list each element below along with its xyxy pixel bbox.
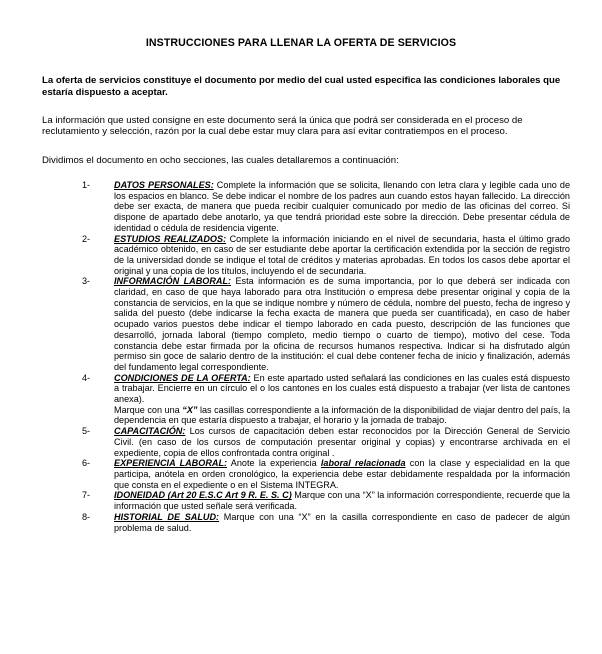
item-heading: CAPACITACIÓN: bbox=[114, 426, 186, 437]
item-heading: DATOS PERSONALES: bbox=[114, 180, 214, 190]
item-body-continued: Marque con una bbox=[114, 404, 183, 415]
paragraph-info: La información que usted consigne en este documento será la única que podrá ser considerada en el proceso de reclutamiento y selección, razón por la cual debe estar muy clara para así evitar contratiempos en el proceso. bbox=[42, 115, 523, 138]
intro-statement: La oferta de servicios constituye el documento por medio del cual usted especifica las condiciones laborales que estaría dispuesto a aceptar. bbox=[42, 75, 561, 98]
item-heading: CONDICIONES DE LA OFERTA: bbox=[114, 372, 251, 383]
item-text bbox=[114, 512, 570, 533]
item-body-emphasis: laboral relacionada bbox=[320, 458, 406, 469]
item-number: 5- bbox=[82, 426, 91, 437]
item-body: Marque con una “X” en la casilla correspondiente en caso de padecer de algún problema de salud. bbox=[114, 511, 570, 533]
item-number: 6- bbox=[82, 458, 91, 469]
sections-list bbox=[82, 180, 570, 533]
item-text bbox=[114, 276, 570, 372]
item-text bbox=[114, 458, 570, 490]
item-text bbox=[114, 373, 570, 427]
item-heading: HISTORIAL DE SALUD: bbox=[114, 511, 220, 522]
item-body: Anote la experiencia bbox=[227, 458, 321, 469]
item-body: Marque con una “X” la información correspondiente, recuerde que la información que usted señale será verificada. bbox=[114, 490, 570, 512]
document-title: INSTRUCCIONES PARA LLENAR LA OFERTA DE SERVICIOS bbox=[145, 37, 457, 49]
item-number: 7- bbox=[82, 490, 91, 501]
list-item bbox=[82, 276, 570, 372]
item-body: Complete la información iniciando en el nivel de secundaria, hasta el último grado académico obtenido, en caso de ser estudiante debe aportar la certificación extendida por la sección de registro de la universidad donde se indique el total de créditos y materias aprobadas. En todos los casos debe aportar el original y una copia de los títulos, incluyendo el de secundaria. bbox=[114, 233, 571, 276]
list-item bbox=[82, 180, 570, 234]
item-heading: EXPERIENCIA LABORAL: bbox=[114, 458, 228, 469]
item-number: 1- bbox=[82, 180, 91, 190]
paragraph-sections: Dividimos el documento en ocho secciones, las cuales detallaremos a continuación: bbox=[42, 155, 399, 166]
item-text bbox=[114, 426, 570, 458]
list-item bbox=[82, 234, 570, 277]
item-body: En este apartado usted señalará las condiciones en las cuales está dispuesto a trabajar. Encierre en un círculo el o los cantones en los cuales está dispuesto a trabajar (ver lista de cantones anexa). bbox=[114, 372, 570, 405]
item-body: Complete la información que se solicita, llenando con letra clara y legible cada uno de los espacios en blanco. Se debe indicar el nombre de los padres aun cuando estos hayan fallecido. La dirección debe ser exacta, de manera que pueda recibir cualquier comunicado por medio de las oficinas del correo. Si dispone de apartado debe anotarlo, ya que tendrá prioridad este sobre la dirección. Debe presentar cédula de identidad o cédula de residencia vigente. bbox=[114, 180, 570, 233]
item-heading: ESTUDIOS REALIZADOS: bbox=[114, 233, 227, 244]
item-number: 3- bbox=[82, 276, 91, 287]
list-item bbox=[82, 373, 570, 427]
item-number: 4- bbox=[82, 372, 91, 383]
item-number: 8- bbox=[82, 511, 91, 522]
item-text bbox=[114, 180, 570, 234]
item-number: 2- bbox=[82, 233, 91, 244]
list-item bbox=[82, 512, 570, 533]
item-body-end: con la clase y especialidad en la que participa, anótela en orden cronológico, la experiencia debe estar debidamente respaldada por la información que consta en el expediente o en el Sistema INTEGRA. bbox=[114, 458, 570, 490]
list-item bbox=[82, 490, 570, 511]
item-text bbox=[114, 490, 570, 511]
item-text bbox=[114, 234, 570, 277]
list-item bbox=[82, 426, 570, 458]
item-heading: IDONEIDAD (Art 20 E.S.C Art 9 R. E. S. C) bbox=[114, 490, 292, 501]
item-body-continued-end: las casillas correspondiente a la información de la disponibilidad de viajar dentro del país, la dependencia en que estaría dispuesto a trabajar, el horario y la jornada de trabajo. bbox=[114, 404, 571, 426]
item-body-mark: “X” bbox=[182, 404, 198, 415]
list-item bbox=[82, 458, 570, 490]
item-body: Los cursos de capacitación deben estar reconocidos por la Dirección General de Servicio Civil. (en caso de los cursos de computación presentar original y copias) y encontrarse archivada en el expediente, copia de ellos confrontada contra original . bbox=[114, 426, 570, 458]
item-heading: INFORMACIÓN LABORAL: bbox=[114, 276, 232, 287]
item-body: Esta información es de suma importancia, por lo que deberá ser indicada con claridad, en caso de que haya laborado para otra Institución o empresa debe presentar original y copia de la constancia de servicios, en la que se indique nombre y número de cédula, nombre del puesto, fecha de ingreso y salida del puesto (debe indicarse la fecha exacta de manera que pueda ser cuantificada), en caso de haber ocupado varios puestos debe indicar el tiempo laborado en cada puesto, descripción de las funciones que desarrolló, jornada laboral (tiempo completo, medio tiempo o cuarto de tiempo), motivo del cese. Toda constancia debe estar firmada por la oficina de recursos humanos respectiva. Indicar si ha disfrutado algún permiso sin goce de salario dentro de la institución: el cual debe contener fecha de inicio y finalización, además del fundamento legal correspondiente. bbox=[114, 276, 570, 372]
